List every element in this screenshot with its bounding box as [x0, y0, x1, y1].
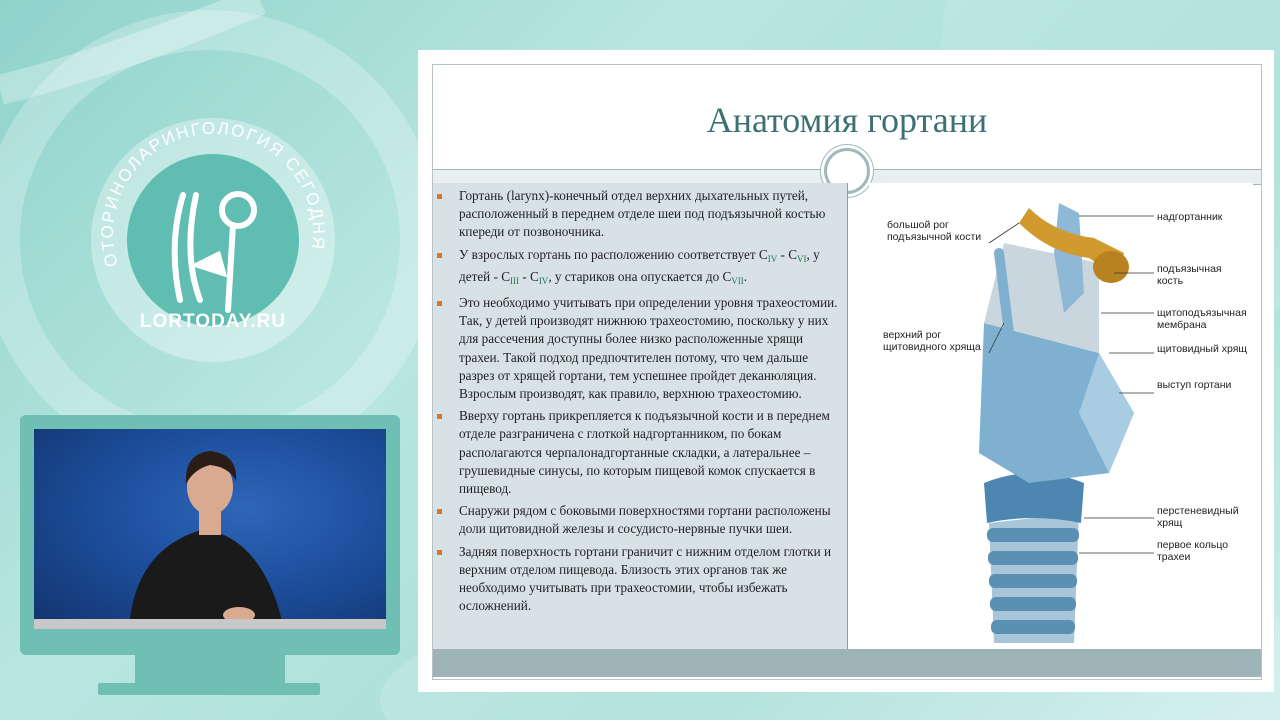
- lortoday-logo: [88, 115, 338, 365]
- larynx-anatomy-image: [869, 183, 1253, 649]
- label-upper-horn: верхний рог щитовидного хряща: [883, 329, 981, 353]
- label-hyoid: подъязычная кость: [1157, 263, 1222, 287]
- label-thyroid: щитовидный хрящ: [1157, 343, 1248, 355]
- larynx-illustration: [869, 183, 1253, 649]
- svg-text:LORTODAY.RU: LORTODAY.RU: [139, 311, 287, 332]
- bullet-item: Вверху гортань прикрепляется к подъязычной кости и в переднем отделе разграничена с глоткой надгортанником, по бокам располагаются черпалонадгортанные складки, а латеральнее – грушевидные синусы, по которым пищевой комок спускается в пищевод.: [459, 407, 839, 498]
- presenter-monitor: [20, 415, 400, 655]
- bullet-list: [433, 183, 847, 615]
- bullet-item: Снаружи рядом с боковыми поверхностями гортани расположены доли щитовидной железы и сосудисто-нервные пучки шеи.: [459, 502, 839, 538]
- bullet-item: Это необходимо учитывать при определении уровня трахеостомии. Так, у детей производят нижнюю трахеостомию, поскольку у них для рассечения доступны более низко расположенные хрящи трахеи. Такой подход предпочтителен потому, что чем дальше разрез от хрящей гортани, тем успешнее пройдет деканюляция. Взрослым производят, как правило, верхнюю трахеостомию.: [459, 294, 839, 403]
- bullet-item: Гортань (larynx)-конечный отдел верхних дыхательных путей, расположенный в переднем отделе шеи под подъязычной костью кпереди от позвоночника.: [459, 187, 839, 242]
- presenter-video[interactable]: [34, 429, 386, 629]
- trachea-rings: [987, 513, 1079, 643]
- label-greater-horn: большой рог подъязычной кости: [887, 219, 982, 243]
- presentation-slide: [418, 50, 1274, 692]
- presenter-silhouette: [34, 429, 386, 629]
- label-thyrohyoid: щитоподъязычная мембрана: [1157, 307, 1247, 331]
- label-cricoid: перстеневидный хрящ: [1157, 505, 1239, 529]
- slide-title: Анатомия гортани: [706, 100, 988, 140]
- slide-frame: [432, 64, 1262, 680]
- logo-arc-text: ОТОРИНОЛАРИНГОЛОГИЯ СЕГОДНЯ: [97, 118, 329, 269]
- text-panel: [433, 183, 848, 649]
- bullet-item: Задняя поверхность гортани граничит с нижним отделом глотки и верхним отделом пищевода. Близость этих органов так же необходимо учитывать при трахеостомии, чтобы избежать осложнений.: [459, 543, 839, 616]
- slide-bottom-bar: [433, 649, 1261, 677]
- monitor-base: [98, 683, 320, 695]
- monitor-stand: [135, 655, 285, 683]
- desk: [34, 619, 386, 629]
- label-prominence: выступ гортани: [1157, 379, 1232, 391]
- label-first-ring: первое кольцо трахеи: [1157, 539, 1229, 563]
- label-epiglottis: надгортанник: [1157, 211, 1223, 223]
- bullet-item: У взрослых гортань по расположению соответствует $C_{IV} - C_{VI}$, у детей - $C_{III} - C_{IV}$, у стариков она опускается до $C_{VII}$.: [459, 246, 839, 290]
